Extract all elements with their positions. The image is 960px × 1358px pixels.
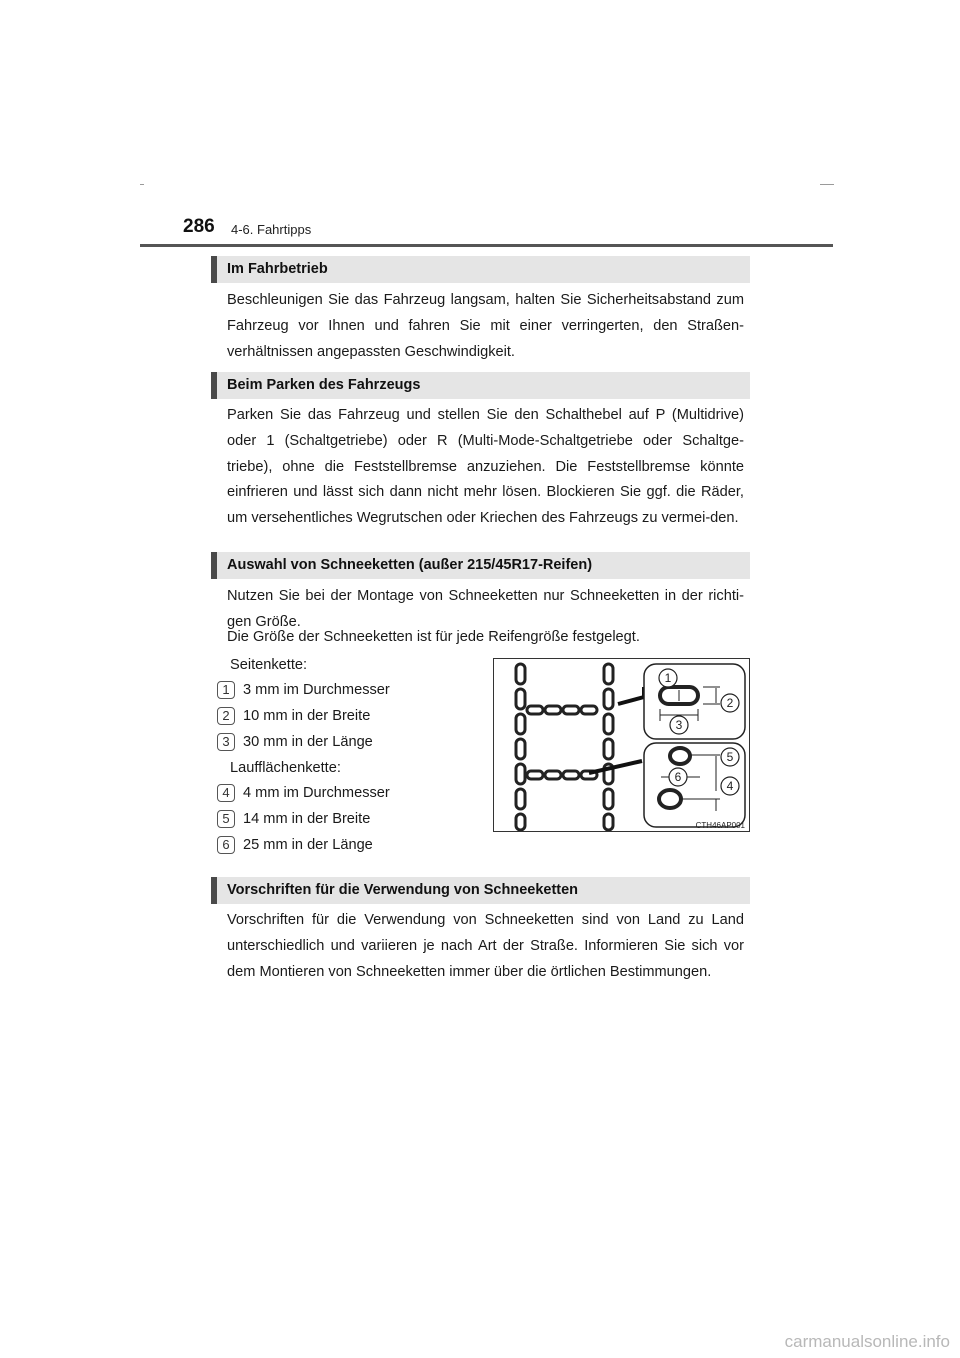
page-number: 286 xyxy=(183,216,215,237)
tread-chain-diameter: 4 mm im Durchmesser xyxy=(243,785,390,801)
side-chain-width: 10 mm in der Breite xyxy=(243,708,371,724)
item-number-4: 4 xyxy=(217,784,235,802)
item-number-3: 3 xyxy=(217,733,235,751)
figure-code: CTH46AP001 xyxy=(695,821,745,830)
snow-chain-figure xyxy=(493,658,750,832)
side-chain-length: 30 mm in der Länge xyxy=(243,734,373,750)
callout-label: 6 xyxy=(674,770,682,784)
item-number-1: 1 xyxy=(217,681,235,699)
tread-chain-length: 25 mm in der Länge xyxy=(243,837,373,853)
callout-label: 5 xyxy=(726,750,734,764)
side-chain-label: Seitenkette: xyxy=(230,657,308,673)
paragraph-driving: Beschleunigen Sie das Fahrzeug langsam, halten Sie Sicherheitsabstand zum Fahrzeug vor Ihnen und fahren Sie mit einer verringerten, den Straßen-verhältnissen angepassten Geschwindigkeit. xyxy=(227,292,744,360)
paragraph-snow-chain-regulations: Vorschriften für die Verwendung von Schneeketten sind von Land zu Land unterschiedlich und variieren je nach Art der Straße. Informieren Sie sich vor dem Montieren von Schneeketten immer über die örtlichen Bestimmungen. xyxy=(227,912,744,980)
paragraph-snow-chain-intro: Nutzen Sie bei der Montage von Schneeketten nur Schneeketten in der richti-gen Größe. xyxy=(227,588,744,630)
heading-snow-chain-selection: Auswahl von Schneeketten (außer 215/45R17-Reifen) xyxy=(211,552,750,579)
tread-chain-label: Laufflächenkette: xyxy=(230,760,341,776)
snow-chain-illustration xyxy=(494,659,749,831)
paragraph-snow-chain-size-note: Die Größe der Schneeketten ist für jede Reifengröße festgelegt. xyxy=(227,629,640,645)
watermark: carmanualsonline.info xyxy=(784,1332,950,1351)
callout-label: 2 xyxy=(726,696,734,710)
heading-snow-chain-regulations: Vorschriften für die Verwendung von Schneeketten xyxy=(211,877,750,904)
crop-mark-left xyxy=(140,184,144,185)
heading-im-fahrbetrieb: Im Fahrbetrieb xyxy=(211,256,750,283)
heading-parking: Beim Parken des Fahrzeugs xyxy=(211,372,750,399)
side-chain-diameter: 3 mm im Durchmesser xyxy=(243,682,390,698)
callout-label: 4 xyxy=(726,779,734,793)
callout-label: 1 xyxy=(664,671,672,685)
callout-label: 3 xyxy=(675,718,683,732)
item-number-5: 5 xyxy=(217,810,235,828)
header-rule xyxy=(140,244,833,247)
paragraph-parking: Parken Sie das Fahrzeug und stellen Sie den Schalthebel auf P (Multidrive) oder 1 (Schaltgetriebe) oder R (Multi-Mode-Schaltgetriebe oder Schaltge-triebe), ohne die Feststellbremse anzuziehen. Die Feststellbremse könnte einfrieren und lässt sich dann nicht mehr lösen. Blockieren Sie ggf. die Räder, um versehentliches Wegrutschen oder Kriechen des Fahrzeugs zu vermei-den. xyxy=(227,407,744,527)
item-number-2: 2 xyxy=(217,707,235,725)
tread-chain-width: 14 mm in der Breite xyxy=(243,811,371,827)
section-reference: 4-6. Fahrtipps xyxy=(231,222,312,237)
crop-mark-right xyxy=(820,184,834,185)
item-number-6: 6 xyxy=(217,836,235,854)
